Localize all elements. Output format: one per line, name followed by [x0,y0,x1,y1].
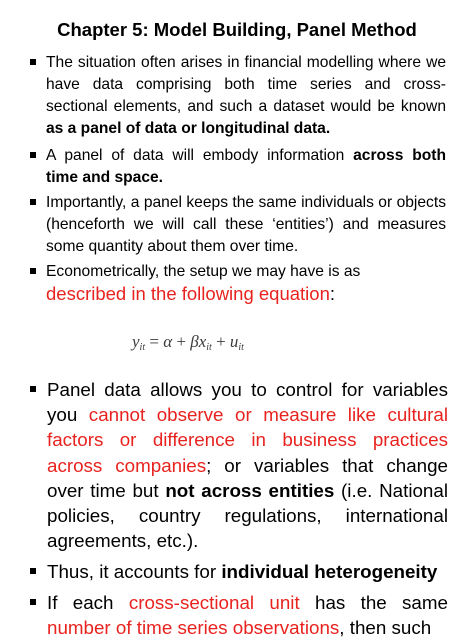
equation-u: u [229,332,239,351]
bullet-marker [30,568,36,574]
bullet-marker [30,152,36,158]
equation-operator: + [172,332,191,351]
equation-alpha: α [163,332,173,351]
bullet-text-part: Thus, it accounts for [47,561,222,582]
bullet-marker [30,199,36,205]
bullet-text-part: (i.e. National policies, country regulations, international agreements, etc.). [47,479,448,552]
bullet-text-part: has the same [299,592,448,613]
bullet-bold-text: individual heterogeneity [221,561,438,582]
bullet-text [47,590,448,640]
bullet-text [46,52,446,140]
bullet-text-part: Econometrically, the setup we may have is as [46,263,361,280]
bullet-marker [30,386,36,392]
equation-operator: = [145,332,164,351]
equation-operator: + [211,332,230,351]
bullet-text [46,261,446,307]
slide-title: Chapter 5: Model Building, Panel Method [57,19,417,40]
bullet-bold-text: across both time and space. [46,147,446,186]
equation-y: y [132,332,140,351]
bullet-text-part: ; or variables that change over time but [47,454,448,501]
bullet-marker [30,59,36,65]
bullet-bold-text: not across entities [165,479,335,501]
bullet-text [46,145,446,189]
bullet-text-part: : [329,283,335,304]
equation-x: x [198,332,207,351]
equation-subscript: it [139,342,146,353]
equation-beta: β [190,332,199,351]
bullet-text-part: The situation often arises in financial modelling where we have data comprising both time series and cross-sectional elements, and such a dataset would be known [46,54,446,115]
equation-subscript: it [206,342,212,353]
bullet-red-text: described in the following equation [46,283,330,304]
bullet-red-text: cannot observe or measure like cultural factors or difference in business practices across companies [47,404,449,476]
bullet-bold-text: as a panel of data or longitudinal data. [46,120,331,137]
bullet-text: Importantly, a panel keeps the same individuals or objects (henceforth we will call these ‘entities’) and measures some quantity about them over time. [46,194,446,255]
bullet-text-part: If each [47,592,129,613]
panel-equation [132,332,244,353]
bullet-text-part: Panel data allows you to control for variables you [47,379,448,426]
bullet-text-part: , then such [339,617,432,639]
bullet-red-text: number of time series observations [47,617,340,639]
bullet-marker [30,599,36,605]
bullet-marker [30,268,36,274]
equation-subscript: it [238,342,244,353]
bullet-text [47,559,448,584]
bullet-text-part: A panel of data will embody information [46,147,354,164]
bullet-text [47,377,448,553]
bullet-red-text: cross-sectional unit [128,592,300,613]
